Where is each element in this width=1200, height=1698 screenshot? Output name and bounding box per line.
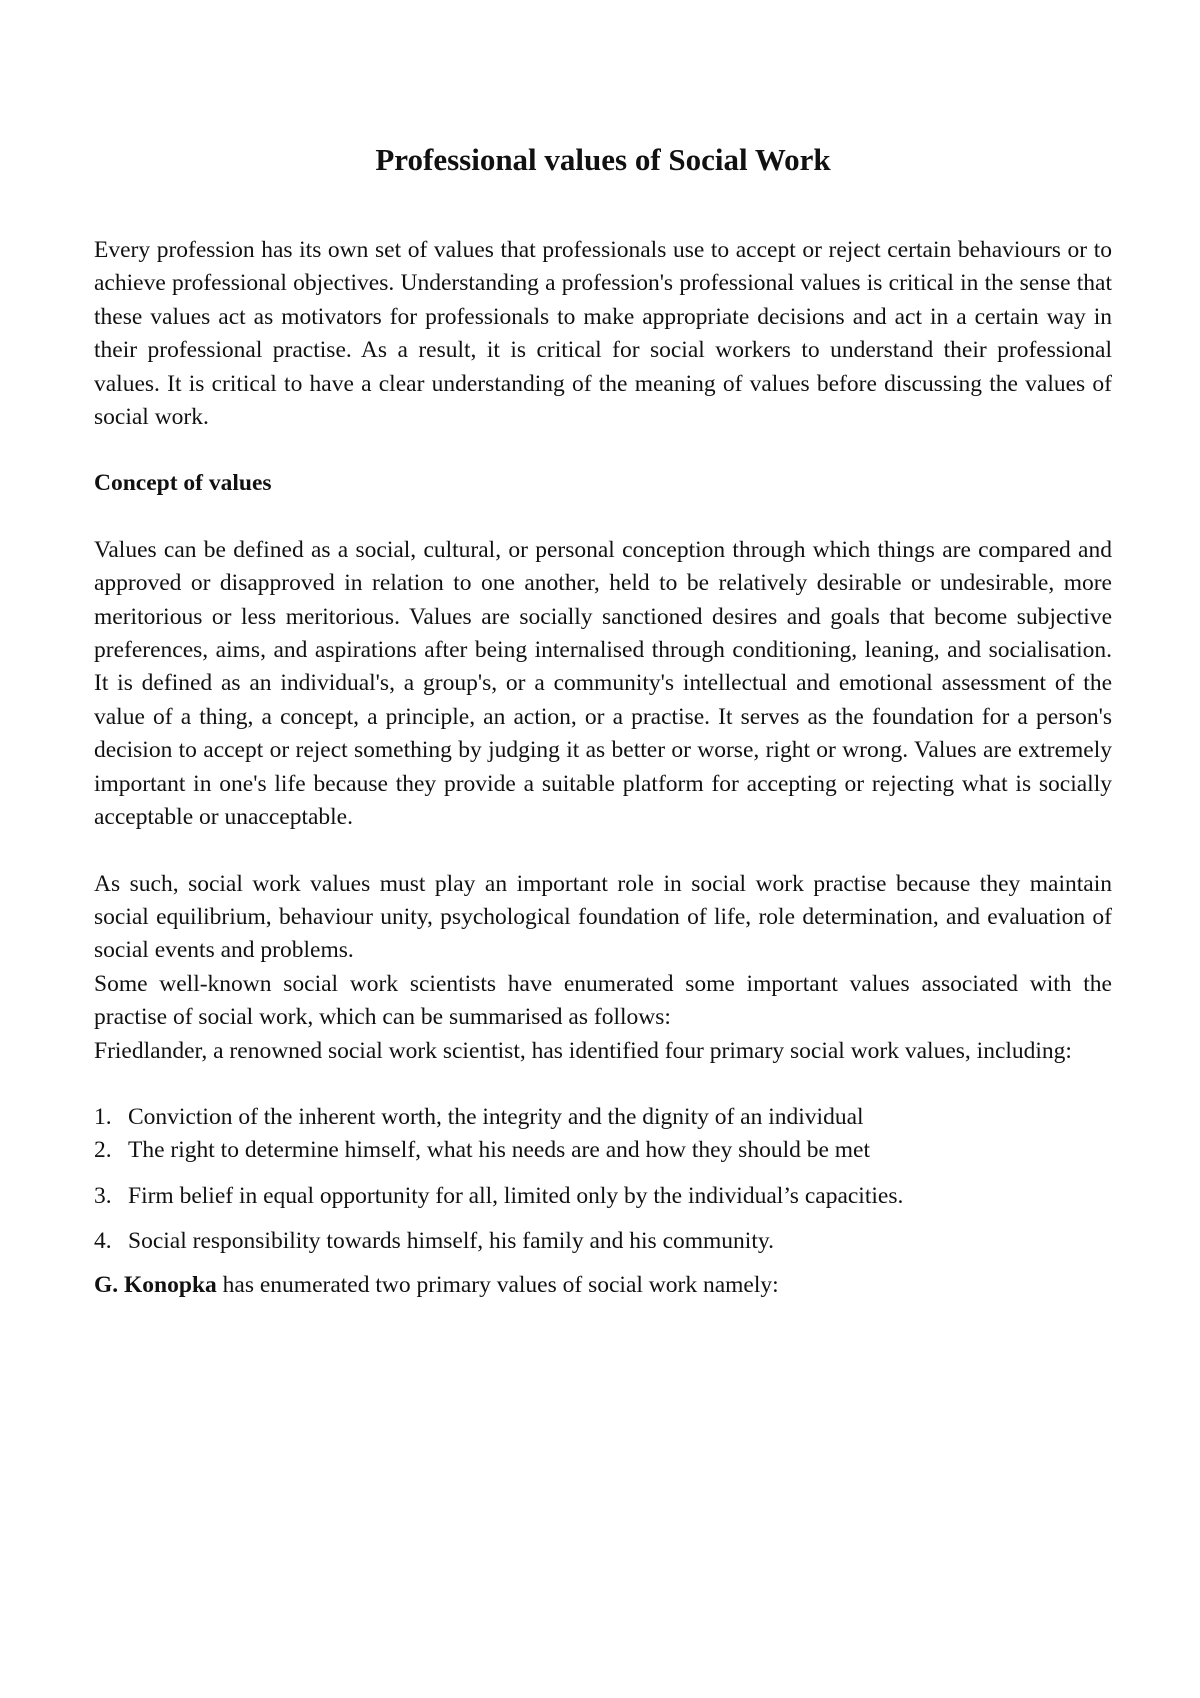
list-item-text: Social responsibility towards himself, his family and his community. <box>128 1228 774 1255</box>
section-heading-concept: Concept of values <box>94 470 272 497</box>
intro-paragraph: Every profession has its own set of values that professionals use to accept or reject certain behaviours or to achieve professional objectives. Understanding a profession's professional values is critical in the sense that these values act as motivators for professionals to make appropriate decisions and act in a certain way in their professional practise. As a result, it is critical for social workers to understand their professional values. It is critical to have a clear understanding of the meaning of values before discussing the values of social work. <box>94 237 1112 431</box>
document-body <box>94 140 1112 1302</box>
list-item-text: Conviction of the inherent worth, the integrity and the dignity of an individual <box>128 1103 864 1130</box>
list-number: 2. <box>94 1137 112 1164</box>
friedlander-paragraph: Friedlander, a renowned social work scientist, has identified four primary social work values, including: <box>94 1037 1072 1064</box>
list-item <box>94 1180 1112 1213</box>
as-such-paragraph: As such, social work values must play an important role in social work practise because they maintain social equilibrium, behaviour unity, psychological foundation of life, role determination, and evaluation of social events and problems. <box>94 870 1112 964</box>
friedlander-values-list <box>94 1101 1112 1259</box>
friedlander-values-list-wrap <box>94 1101 1112 1259</box>
some-scientists-paragraph: Some well-known social work scientists have enumerated some important values associated with the practise of social work, which can be summarised as follows: <box>94 970 1112 1031</box>
list-number: 3. <box>94 1182 112 1209</box>
list-number: 1. <box>94 1103 112 1130</box>
list-item <box>94 1101 1112 1134</box>
page-title: Professional values of Social Work <box>375 142 831 177</box>
list-item <box>94 1225 1112 1258</box>
konopka-name: G. Konopka <box>94 1271 217 1298</box>
list-item-text: The right to determine himself, what his needs are and how they should be met <box>128 1137 871 1164</box>
concept-paragraph: Values can be defined as a social, cultural, or personal conception through which things are compared and approved or disapproved in relation to one another, held to be relatively desirable or undesirable, more meritorious or less meritorious. Values are socially sanctioned desires and goals that become subjective preferences, aims, and aspirations after being internalised through conditioning, leaning, and socialisation. It is defined as an individual's, a group's, or a community's intellectual and emotional assessment of the value of a thing, a concept, a principle, an action, or a practise. It serves as the foundation for a person's decision to accept or reject something by judging it as better or worse, right or wrong. Values are extremely important in one's life because they provide a suitable platform for accepting or rejecting what is socially acceptable or unacceptable. <box>94 536 1112 831</box>
konopka-paragraph <box>94 1269 1112 1302</box>
konopka-text: has enumerated two primary values of social work namely: <box>216 1271 779 1298</box>
list-item <box>94 1134 1112 1167</box>
list-item-text: Firm belief in equal opportunity for all, limited only by the individual’s capacities. <box>128 1182 904 1209</box>
list-number: 4. <box>94 1228 112 1255</box>
